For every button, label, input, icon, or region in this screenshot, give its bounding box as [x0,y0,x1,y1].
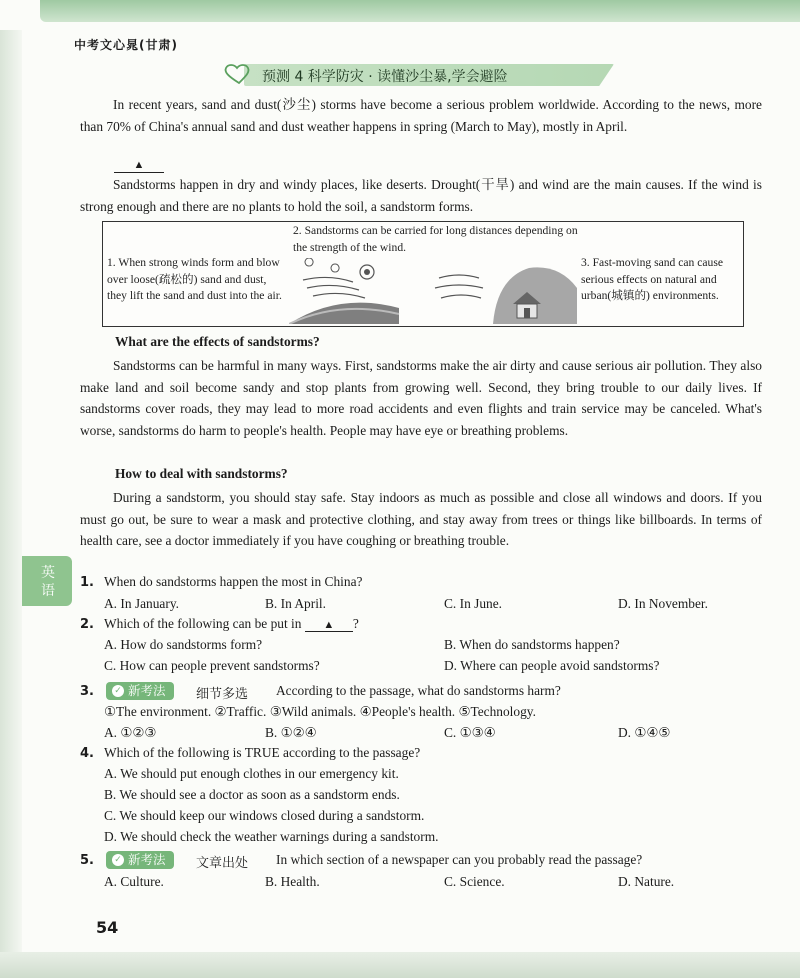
heart-icon [222,62,256,86]
q3-text: According to the passage, what do sandstorms harm? [276,683,561,698]
q2-option-c[interactable]: C. How can people prevent sandstorms? [104,658,320,673]
diagram-step-1: 1. When strong winds form and blow over loose(疏松的) sand and dust, they lift the sand and dust into the air. [107,256,282,302]
paragraph-3: Sandstorms can be harmful in many ways. First, sandstorms make the air dirty and cause serious air pollution. They also make land and soil become sandy and stop plants from growing well. Second, they bring trouble to our daily lives. If sandstorms cover roads, they may lead to more road accidents and even flights and train service may be canceled. What's worse, sandstorms do harm to people's health. People may have eye or breathing problems. [80,358,762,438]
blank-marker-line [114,158,164,173]
page-number: 54 [96,918,119,937]
q5-tag-sub: 文章出处 [196,856,249,871]
q3-tag-label: 新考法 [128,683,166,698]
heading-deal: How to deal with sandstorms? [115,466,288,481]
section-banner [222,62,614,86]
q3-tag-sub: 细节多选 [196,687,249,702]
q2-option-a[interactable]: A. How do sandstorms form? [104,637,263,652]
triangle-marker: ▲ [133,159,145,171]
q2-number: 2. [80,617,94,632]
heading-effects: What are the effects of sandstorms? [115,334,320,349]
q5-option-d[interactable]: D. Nature. [618,874,675,889]
paragraph-4: During a sandstorm, you should stay safe. Stay indoors as much as possible and close all windows and doors. If you must go out, be sure to wear a mask and protective clothing, and stay away from trees or things like billboards. In terms of health care, see a doctor immediately if you have coughing or breathing trouble. [80,490,762,548]
q4-option-c[interactable]: C. We should keep our windows closed during a sandstorm. [104,808,425,823]
paragraph-1: In recent years, sand and dust(沙尘) storms have become a serious problem worldwide. According to the news, more than 70% of China's annual sand and dust weather happens in spring (March to May), mostly in April. [80,97,762,134]
q3-items: ①The environment. ②Traffic. ③Wild animals. ④People's health. ⑤Technology. [104,704,536,719]
q1-text: When do sandstorms happen the most in China? [104,574,363,589]
q5-number: 5. [80,853,94,868]
q4-number: 4. [80,746,94,761]
wind-illustration [289,258,579,324]
q2-text-before: Which of the following can be put in [104,616,302,631]
sandstorm-diagram [102,221,744,327]
q5-new-method-tag [106,851,174,869]
q2-option-d[interactable]: D. Where can people avoid sandstorms? [444,658,660,673]
q4-option-b[interactable]: B. We should see a doctor as soon as a sandstorm ends. [104,787,400,802]
top-color-band [40,0,800,22]
left-margin-band [0,30,22,960]
q3-number: 3. [80,684,94,699]
banner-title: 预测 4 科学防灾 · 读懂沙尘暴,学会避险 [262,69,508,85]
q1-option-a[interactable]: A. In January. [104,596,179,611]
q2-triangle-marker: ▲ [323,619,335,631]
q4-text: Which of the following is TRUE according to the passage? [104,745,421,760]
q3-option-a[interactable]: A. ①②③ [104,725,157,740]
q1-option-c[interactable]: C. In June. [444,596,503,611]
paragraph-2: Sandstorms happen in dry and windy places, like deserts. Drought(干旱) and wind are the main causes. If the wind is strong enough and there are no plants to hold the soil, a sandstorm forms. [80,177,762,214]
q1-number: 1. [80,575,94,590]
diagram-step-2: 2. Sandstorms can be carried for long distances depending on the strength of the wind. [293,224,578,254]
q5-tag-label: 新考法 [128,852,166,867]
q4-option-a[interactable]: A. We should put enough clothes in our emergency kit. [104,766,399,781]
q5-option-c[interactable]: C. Science. [444,874,505,889]
q4-option-d[interactable]: D. We should check the weather warnings during a sandstorm. [104,829,439,844]
check-icon: ✓ [112,685,124,697]
q3-option-b[interactable]: B. ①②④ [265,725,317,740]
book-header: 中考文心晁(甘肃) [74,38,178,52]
bottom-band [0,952,800,978]
q2-blank [305,619,353,632]
q5-option-b[interactable]: B. Health. [265,874,320,889]
q3-option-d[interactable]: D. ①④⑤ [618,725,671,740]
q2-text-after: ? [352,616,359,631]
q1-option-b[interactable]: B. In April. [265,596,327,611]
q5-option-a[interactable]: A. Culture. [104,874,164,889]
q3-option-c[interactable]: C. ①③④ [444,725,496,740]
q2-option-b[interactable]: B. When do sandstorms happen? [444,637,620,652]
q3-new-method-tag [106,682,174,700]
q1-option-d[interactable]: D. In November. [618,596,708,611]
q5-text: In which section of a newspaper can you probably read the passage? [276,852,643,867]
diagram-step-3: 3. Fast-moving sand can cause serious effects on natural and urban(城镇的) environments. [581,256,723,302]
subject-tab-label: 英语 [41,565,55,599]
check-icon: ✓ [112,854,124,866]
q2-text [104,616,359,632]
